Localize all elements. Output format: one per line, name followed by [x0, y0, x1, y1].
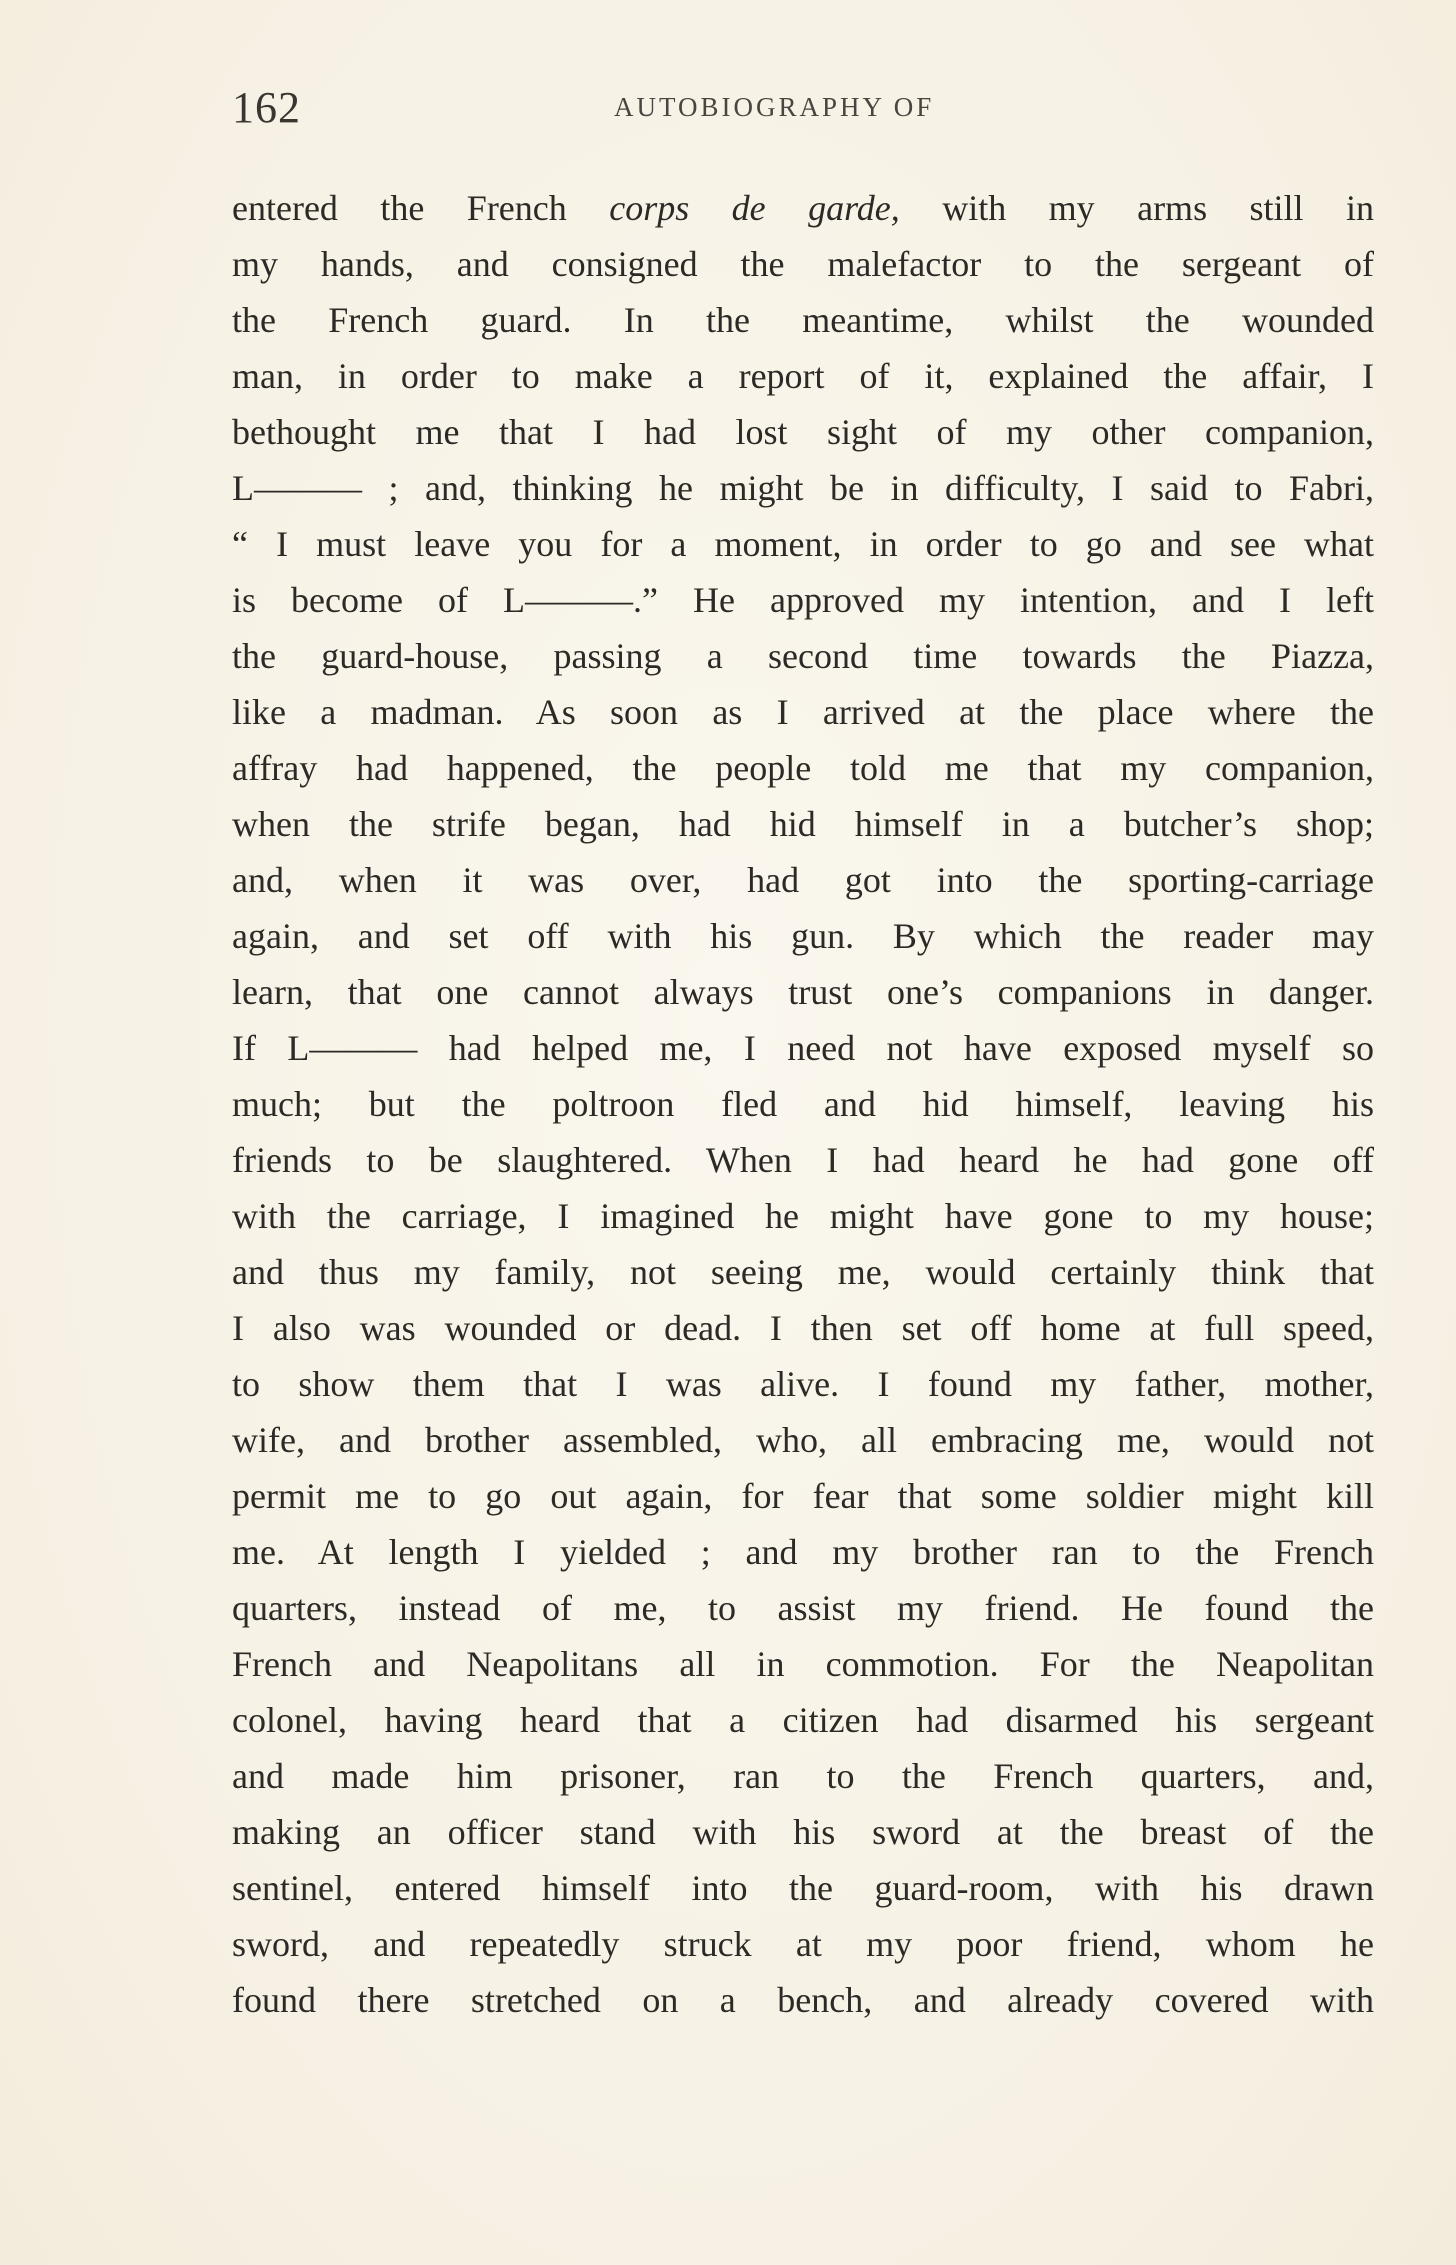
text-line: and made him prisoner, ran to the French quarters, and, [232, 1756, 1374, 1796]
text-line: L——— ; and, thinking he might be in difficulty, I said to Fabri, [232, 468, 1374, 508]
text-line: If L——— had helped me, I need not have exposed myself so [232, 1028, 1374, 1068]
text-line: like a madman. As soon as I arrived at the place where the [232, 692, 1374, 732]
text-line: and, when it was over, had got into the sporting-carriage [232, 860, 1374, 900]
text-line: permit me to go out again, for fear that some soldier might kill [232, 1476, 1374, 1516]
text-line: man, in order to make a report of it, explained the affair, I [232, 356, 1374, 396]
text-line: when the strife began, had hid himself in a butcher’s shop; [232, 804, 1374, 844]
text-line: affray had happened, the people told me that my companion, [232, 748, 1374, 788]
text-segment: entered the French [232, 188, 610, 228]
text-line: colonel, having heard that a citizen had disarmed his sergeant [232, 1700, 1374, 1740]
text-line: found there stretched on a bench, and already covered with [232, 1980, 1374, 2020]
text-line: I also was wounded or dead. I then set off home at full speed, [232, 1308, 1374, 1348]
text-line: much; but the poltroon fled and hid himself, leaving his [232, 1084, 1374, 1124]
text-line: the French guard. In the meantime, whilst the wounded [232, 300, 1374, 340]
italic-phrase: corps de garde, [609, 188, 900, 228]
text-line: me. At length I yielded ; and my brother ran to the French [232, 1532, 1374, 1572]
text-line: is become of L———.” He approved my intention, and I left [232, 580, 1374, 620]
text-line: and thus my family, not seeing me, would certainly think that [232, 1252, 1374, 1292]
text-segment: with my arms still in [899, 188, 1374, 228]
text-line: sentinel, entered himself into the guard-room, with his drawn [232, 1868, 1374, 1908]
text-line: wife, and brother assembled, who, all embracing me, would not [232, 1420, 1374, 1460]
text-line [232, 180, 1374, 236]
text-line: bethought me that I had lost sight of my other companion, [232, 412, 1374, 452]
text-line: my hands, and consigned the malefactor to the sergeant of [232, 244, 1374, 284]
text-line: making an officer stand with his sword at the breast of the [232, 1812, 1374, 1852]
text-line: to show them that I was alive. I found my father, mother, [232, 1364, 1374, 1404]
text-line: with the carriage, I imagined he might have gone to my house; [232, 1196, 1374, 1236]
text-line: friends to be slaughtered. When I had heard he had gone off [232, 1140, 1374, 1180]
text-line: quarters, instead of me, to assist my friend. He found the [232, 1588, 1374, 1628]
text-line: “ I must leave you for a moment, in order to go and see what [232, 524, 1374, 564]
page-number: 162 [232, 83, 301, 132]
text-line: again, and set off with his gun. By which the reader may [232, 916, 1374, 956]
running-head [232, 82, 1374, 142]
text-line: the guard-house, passing a second time towards the Piazza, [232, 636, 1374, 676]
running-title: AUTOBIOGRAPHY OF [614, 92, 935, 122]
text-line: learn, that one cannot always trust one’s companions in danger. [232, 972, 1374, 1012]
body-text [232, 180, 1374, 2028]
text-line: French and Neapolitans all in commotion. For the Neapolitan [232, 1644, 1374, 1684]
text-line: sword, and repeatedly struck at my poor friend, whom he [232, 1924, 1374, 1964]
